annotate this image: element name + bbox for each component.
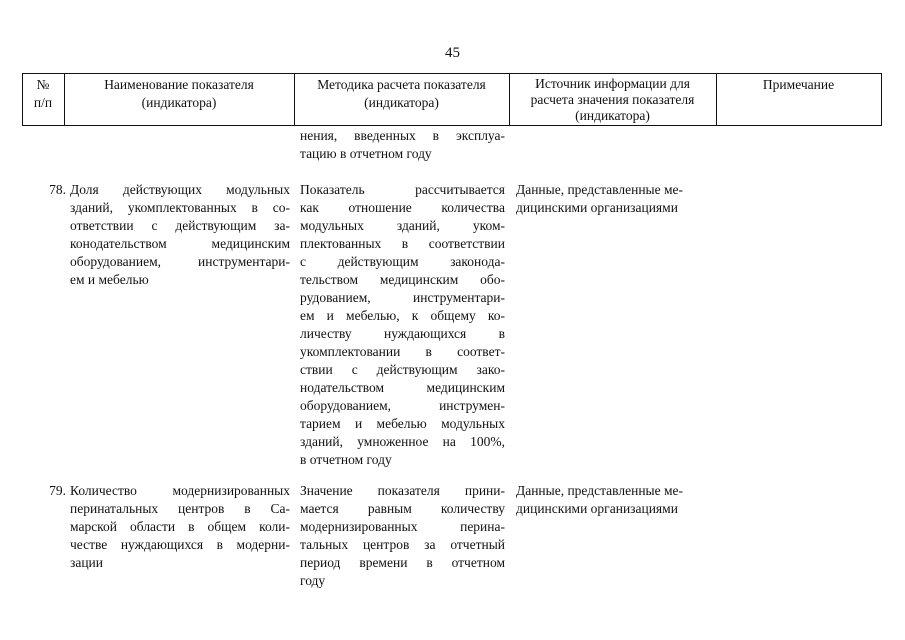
method-line: период времени в отчетном — [300, 555, 505, 570]
method-line: в отчетном году — [300, 452, 392, 467]
header-note-line: Примечание — [762, 77, 835, 92]
header-method — [294, 76, 509, 112]
name-line: марской области в общем коли- — [70, 519, 290, 534]
method-line: как отношение количества — [300, 200, 505, 215]
header-bottom-border — [22, 125, 882, 126]
source-line: дицинскими организациями — [516, 501, 678, 516]
method-line: тельством медицинским обо- — [300, 272, 505, 287]
header-top-border — [22, 73, 882, 74]
header-num-line: п/п — [33, 95, 53, 110]
name-line: оборудованием, инструментари- — [70, 254, 290, 269]
method-line: тацию в отчетном году — [300, 146, 432, 161]
row-method — [300, 482, 505, 590]
header-num — [22, 76, 64, 112]
row-number: 79. — [49, 483, 66, 498]
method-line: Показатель рассчитывается — [300, 182, 505, 197]
source-line: Данные, представленные ме- — [516, 483, 684, 498]
method-line: нения, введенных в эксплуа- — [300, 128, 505, 143]
name-line: Количество модернизированных — [70, 483, 290, 498]
method-line: с действующим законода- — [300, 254, 505, 269]
method-line: рудованием, инструментари- — [300, 290, 505, 305]
method-line: мается равным количеству — [300, 501, 505, 516]
name-line: ответствии с действующим за- — [70, 218, 290, 233]
method-line: оборудованием, инструмен- — [300, 398, 505, 413]
row-indicator-name — [70, 482, 290, 572]
source-line: дицинскими организациями — [516, 200, 678, 215]
method-line: плектованных в соответствии — [300, 236, 505, 251]
name-line: ем и мебелью — [70, 272, 149, 287]
name-line: зданий, укомплектованных в со- — [70, 200, 290, 215]
method-line: году — [300, 573, 326, 588]
method-line: Значение показателя прини- — [300, 483, 505, 498]
header-name — [64, 76, 294, 112]
method-line: ем и мебелью, к общему ко- — [300, 308, 505, 323]
header-name-line: (индикатора) — [141, 95, 217, 110]
method-line: укомплектовании в соответ- — [300, 344, 505, 359]
header-source — [509, 76, 716, 124]
row-number: 78. — [49, 182, 66, 197]
method-line: нодательством медицинским — [300, 380, 505, 395]
row-indicator-name — [70, 181, 290, 289]
name-line: зации — [70, 555, 103, 570]
header-name-line: Наименование показателя — [104, 77, 254, 92]
method-line: тарием и мебелью модульных — [300, 416, 505, 431]
header-num-line: № — [36, 77, 50, 92]
page-number: 45 — [445, 45, 460, 61]
method-line: модульных зданий, уком- — [300, 218, 505, 233]
name-line: честве нуждающихся в модерни- — [70, 537, 290, 552]
header-source-line: Источник информации для — [535, 76, 690, 91]
header-note — [716, 76, 881, 94]
name-line: Доля действующих модульных — [70, 182, 290, 197]
method-line: ствии с действующим зако- — [300, 362, 505, 377]
row-source — [516, 482, 702, 518]
method-line: личеству нуждающихся в — [300, 326, 505, 341]
row-source — [516, 181, 702, 217]
header-source-line: (индикатора) — [575, 108, 650, 123]
header-source-line: расчета значения показателя — [530, 92, 695, 107]
source-line: Данные, представленные ме- — [516, 182, 684, 197]
method-line: модернизированных перина- — [300, 519, 505, 534]
header-divider — [881, 73, 882, 126]
name-line: перинатальных центров в Са- — [70, 501, 290, 516]
name-line: конодательством медицинским — [70, 236, 290, 251]
method-line: зданий, умноженное на 100%, — [300, 434, 505, 449]
header-method-line: (индикатора) — [364, 95, 439, 110]
row-method — [300, 181, 505, 469]
method-line: тальных центров за отчетный — [300, 537, 505, 552]
header-method-line: Методика расчета показателя — [317, 77, 486, 92]
table-header — [22, 73, 882, 126]
continuation-method — [300, 127, 505, 163]
